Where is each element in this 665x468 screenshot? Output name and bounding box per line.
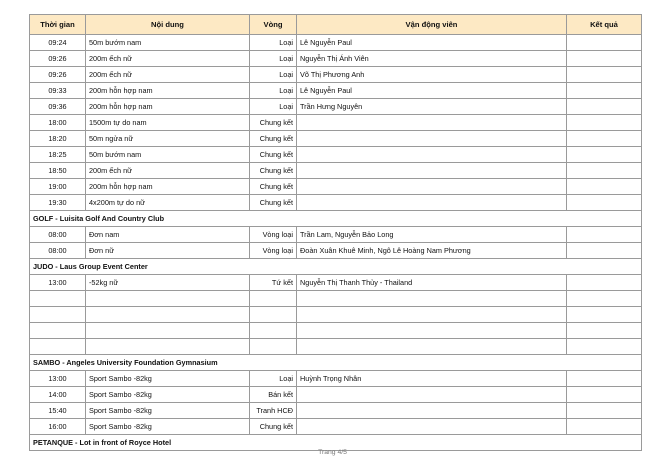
cell-result (567, 195, 642, 211)
cell-event: 50m ngửa nữ (86, 131, 250, 147)
cell-event: 200m ếch nữ (86, 163, 250, 179)
table-row (30, 227, 642, 243)
table-row (30, 195, 642, 211)
table-row (30, 67, 642, 83)
cell-time: 18:20 (30, 131, 86, 147)
cell-athlete: Lê Nguyễn Paul (297, 83, 567, 99)
cell-athlete: Huỳnh Trọng Nhân (297, 371, 567, 387)
cell-round: Loại (250, 371, 297, 387)
cell-time: 13:00 (30, 275, 86, 291)
cell-athlete (297, 163, 567, 179)
cell-result (567, 387, 642, 403)
cell-time: 08:00 (30, 243, 86, 259)
cell-result (567, 51, 642, 67)
cell-event: Sport Sambo -82kg (86, 371, 250, 387)
section-title-sambo: SAMBO - Angeles University Foundation Gymnasium (30, 355, 642, 371)
table-row (30, 147, 642, 163)
cell-event: 50m bướm nam (86, 147, 250, 163)
cell-round: Loại (250, 67, 297, 83)
table-row (30, 99, 642, 115)
cell-time: 14:00 (30, 387, 86, 403)
cell-time: 15:40 (30, 403, 86, 419)
cell-result (567, 163, 642, 179)
table-row (30, 243, 642, 259)
cell-time: 18:00 (30, 115, 86, 131)
cell-round: Chung kết (250, 147, 297, 163)
cell-result (567, 371, 642, 387)
sambo-section (30, 355, 642, 371)
cell-event: Đơn nam (86, 227, 250, 243)
cell-time: 09:26 (30, 67, 86, 83)
section-header-golf (30, 211, 642, 227)
cell-event: Đơn nữ (86, 243, 250, 259)
cell-result (567, 147, 642, 163)
table-row (30, 163, 642, 179)
cell-athlete (297, 195, 567, 211)
cell-athlete: Nguyễn Thị Thanh Thủy - Thailand (297, 275, 567, 291)
cell-event: 1500m tự do nam (86, 115, 250, 131)
empty-row (30, 323, 642, 339)
header-time: Thời gian (30, 15, 86, 35)
cell-result (567, 403, 642, 419)
cell-event: 200m ếch nữ (86, 51, 250, 67)
cell-round: Tranh HCĐ (250, 403, 297, 419)
cell-event: 50m bướm nam (86, 35, 250, 51)
empty-row (30, 307, 642, 323)
cell-event: 200m ếch nữ (86, 67, 250, 83)
cell-round: Chung kết (250, 115, 297, 131)
cell-athlete: Trần Lam, Nguyễn Bảo Long (297, 227, 567, 243)
cell-time: 09:33 (30, 83, 86, 99)
table-row (30, 51, 642, 67)
cell-event: Sport Sambo -82kg (86, 387, 250, 403)
cell-athlete: Trần Hưng Nguyên (297, 99, 567, 115)
cell-athlete: Lê Nguyễn Paul (297, 35, 567, 51)
schedule-table (29, 14, 642, 451)
judo-rows (30, 275, 642, 291)
cell-time: 13:00 (30, 371, 86, 387)
table-row (30, 275, 642, 291)
table-row (30, 179, 642, 195)
cell-time: 18:50 (30, 163, 86, 179)
sambo-rows (30, 371, 642, 435)
judo-section (30, 259, 642, 275)
cell-athlete (297, 115, 567, 131)
cell-round: Chung kết (250, 131, 297, 147)
table-row (30, 387, 642, 403)
table-row (30, 419, 642, 435)
cell-athlete: Võ Thị Phương Anh (297, 67, 567, 83)
swim-rows (30, 35, 642, 211)
cell-event: -52kg nữ (86, 275, 250, 291)
cell-result (567, 115, 642, 131)
cell-time: 19:30 (30, 195, 86, 211)
cell-time: 08:00 (30, 227, 86, 243)
cell-athlete (297, 419, 567, 435)
cell-athlete: Nguyễn Thị Ánh Viên (297, 51, 567, 67)
schedule-sheet (29, 14, 641, 451)
cell-athlete (297, 147, 567, 163)
section-title-judo: JUDO - Laus Group Event Center (30, 259, 642, 275)
empty-row (30, 339, 642, 355)
cell-round: Bán kết (250, 387, 297, 403)
cell-round: Loại (250, 51, 297, 67)
cell-result (567, 35, 642, 51)
table-row (30, 83, 642, 99)
cell-round: Chung kết (250, 419, 297, 435)
cell-round: Chung kết (250, 163, 297, 179)
table-row (30, 115, 642, 131)
section-header-judo (30, 259, 642, 275)
cell-event: 200m hỗn hợp nam (86, 83, 250, 99)
cell-result (567, 419, 642, 435)
cell-time: 18:25 (30, 147, 86, 163)
cell-round: Loại (250, 35, 297, 51)
cell-result (567, 179, 642, 195)
cell-athlete (297, 131, 567, 147)
section-title-golf: GOLF - Luisita Golf And Country Club (30, 211, 642, 227)
header-athlete: Vận động viên (297, 15, 567, 35)
cell-time: 19:00 (30, 179, 86, 195)
cell-event: Sport Sambo -82kg (86, 419, 250, 435)
section-title-petanque: PETANQUE - Lot in front of Royce Hotel (30, 435, 642, 451)
cell-time: 09:24 (30, 35, 86, 51)
section-header-sambo (30, 355, 642, 371)
cell-result (567, 99, 642, 115)
cell-round: Chung kết (250, 195, 297, 211)
cell-round: Loại (250, 99, 297, 115)
cell-result (567, 243, 642, 259)
table-row (30, 131, 642, 147)
cell-event: 4x200m tự do nữ (86, 195, 250, 211)
header-round: Vòng (250, 15, 297, 35)
cell-round: Tứ kết (250, 275, 297, 291)
cell-result (567, 83, 642, 99)
empty-row (30, 291, 642, 307)
golf-section (30, 211, 642, 227)
cell-athlete (297, 179, 567, 195)
cell-result (567, 275, 642, 291)
cell-round: Vòng loại (250, 227, 297, 243)
table-row (30, 371, 642, 387)
cell-athlete: Đoàn Xuân Khuê Minh, Ngô Lê Hoàng Nam Phương (297, 243, 567, 259)
cell-round: Loại (250, 83, 297, 99)
cell-time: 09:36 (30, 99, 86, 115)
cell-athlete (297, 403, 567, 419)
cell-result (567, 131, 642, 147)
cell-event: Sport Sambo -82kg (86, 403, 250, 419)
cell-time: 09:26 (30, 51, 86, 67)
cell-result (567, 227, 642, 243)
cell-event: 200m hỗn hợp nam (86, 99, 250, 115)
page-footer: Trang 4/5 (318, 449, 347, 456)
table-row (30, 35, 642, 51)
cell-round: Chung kết (250, 179, 297, 195)
cell-event: 200m hỗn hợp nam (86, 179, 250, 195)
cell-round: Vòng loại (250, 243, 297, 259)
cell-athlete (297, 387, 567, 403)
header-result: Kết quả (567, 15, 642, 35)
cell-result (567, 67, 642, 83)
cell-time: 16:00 (30, 419, 86, 435)
table-row (30, 403, 642, 419)
header-row (30, 15, 642, 35)
judo-empty-rows (30, 291, 642, 355)
header-event: Nội dung (86, 15, 250, 35)
golf-rows (30, 227, 642, 259)
